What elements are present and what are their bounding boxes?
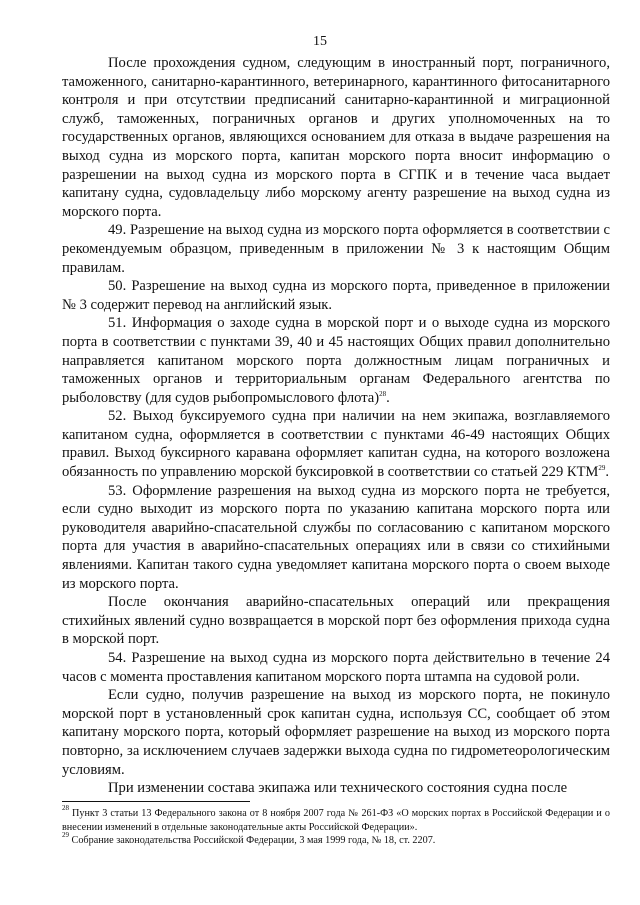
footnotes [62, 804, 610, 848]
paragraph-53-continued [62, 593, 610, 649]
paragraph-text: 54. Разрешение на выход судна из морского порта действительно в течение 24 часов с момента проставления капитаном морского порта штампа на судовой роли. [62, 650, 610, 685]
paragraph-crew-change [62, 779, 610, 798]
paragraph-tail: . [386, 389, 390, 406]
paragraph-54 [62, 649, 610, 686]
paragraph-text: 50. Разрешение на выход судна из морского порта, приведенное в приложении № 3 содержит перевод на английский язык. [62, 278, 610, 313]
paragraph-text: После окончания аварийно-спасательных операций или прекращения стихийных явлений судно возвращается в морской порт без оформления прихода судна в морской порт. [62, 594, 610, 648]
paragraph-51 [62, 314, 610, 407]
footnote-mark: 28 [62, 804, 69, 812]
paragraph-text: Если судно, получив разрешение на выход из морского порта, не покинуло морской порт в установленный срок капитан судна, используя СС, сообщает об этом капитану морского порта, который оформляет разрешение на выход из морского порта повторно, за исключением случаев задержки выхода судна по гидрометеорологическим условиям. [62, 687, 610, 778]
paragraph-54-continued [62, 686, 610, 779]
paragraph-tail: . [605, 464, 609, 481]
paragraph-53 [62, 482, 610, 594]
paragraph-49 [62, 221, 610, 277]
paragraph-text: 52. Выход буксируемого судна при наличии на нем экипажа, возглавляемого капитаном судна, оформляется в соответствии с пунктами 46-49 настоящих Общих правил. Выход буксирного каравана оформляет капитан судна, на которого возложена обязанность по управлению морской буксировкой в соответствии со статьей 229 КТМ [62, 408, 610, 481]
footnote-28 [62, 804, 610, 834]
footnote-ref-29[interactable]: 29 [598, 464, 606, 473]
footnote-text: Собрание законодательства Российской Федерации, 3 мая 1999 года, № 18, ст. 2207. [69, 835, 436, 847]
paragraph-text: После прохождения судном, следующим в иностранный порт, пограничного, таможенного, санитарно-карантинного, ветеринарного, карантинного фитосанитарного контроля и при отсутствии предписаний санитарно-карантинной и миграционной служб, таможенных, пограничных органов и других уполномоченных на то государственных органов, являющихся основанием для отказа в выдаче разрешения на выход судна из морского порта, капитан морского порта вносит информацию о разрешении на выход судна из морского порта в СГПК и в течение часа выдает капитану судна, судовладельцу либо морскому агенту разрешение на выход судна из морского порта. [62, 55, 610, 220]
paragraph-port-departure-clearance [62, 54, 610, 221]
footnote-text: Пункт 3 статьи 13 Федерального закона от 8 ноября 2007 года № 261-ФЗ «О морских портах в Российской Федерации и о внесении изменений в отдельные законодательные акты Российской Федерации». [62, 808, 610, 833]
paragraph-52 [62, 407, 610, 481]
footnote-divider [62, 801, 250, 802]
paragraph-text: 49. Разрешение на выход судна из морского порта оформляется в соответствии с рекомендуемым образцом, приведенным в приложении № 3 к настоящим Общим правилам. [62, 222, 610, 276]
body-text [62, 54, 610, 798]
paragraph-50 [62, 277, 610, 314]
footnote-ref-28[interactable]: 28 [379, 389, 387, 398]
paragraph-text: 53. Оформление разрешения на выход судна из морского порта не требуется, если судно выходит из морского порта по указанию капитана морского порта или руководителя аварийно-спасательной службы по согласованию с капитаном морского порта для участия в аварийно-спасательных операциях или в связи со стихийными явлениями. Капитан такого судна уведомляет капитана морского порта о своем выходе из морского порта. [62, 482, 610, 592]
page-number: 15 [313, 34, 327, 49]
paragraph-text: 51. Информация о заходе судна в морской порт и о выходе судна из морского порта в соответствии с пунктами 39, 40 и 45 настоящих Общих правил дополнительно направляется капитаном морского порта должностным лицам пограничных и таможенных органов и территориальным органам Федерального агентства по рыболовству (для судов рыбопромыслового флота) [62, 315, 610, 406]
paragraph-text: При изменении состава экипажа или технического состояния судна после [108, 780, 568, 797]
footnote-29 [62, 831, 610, 848]
footnote-mark: 29 [62, 831, 69, 840]
